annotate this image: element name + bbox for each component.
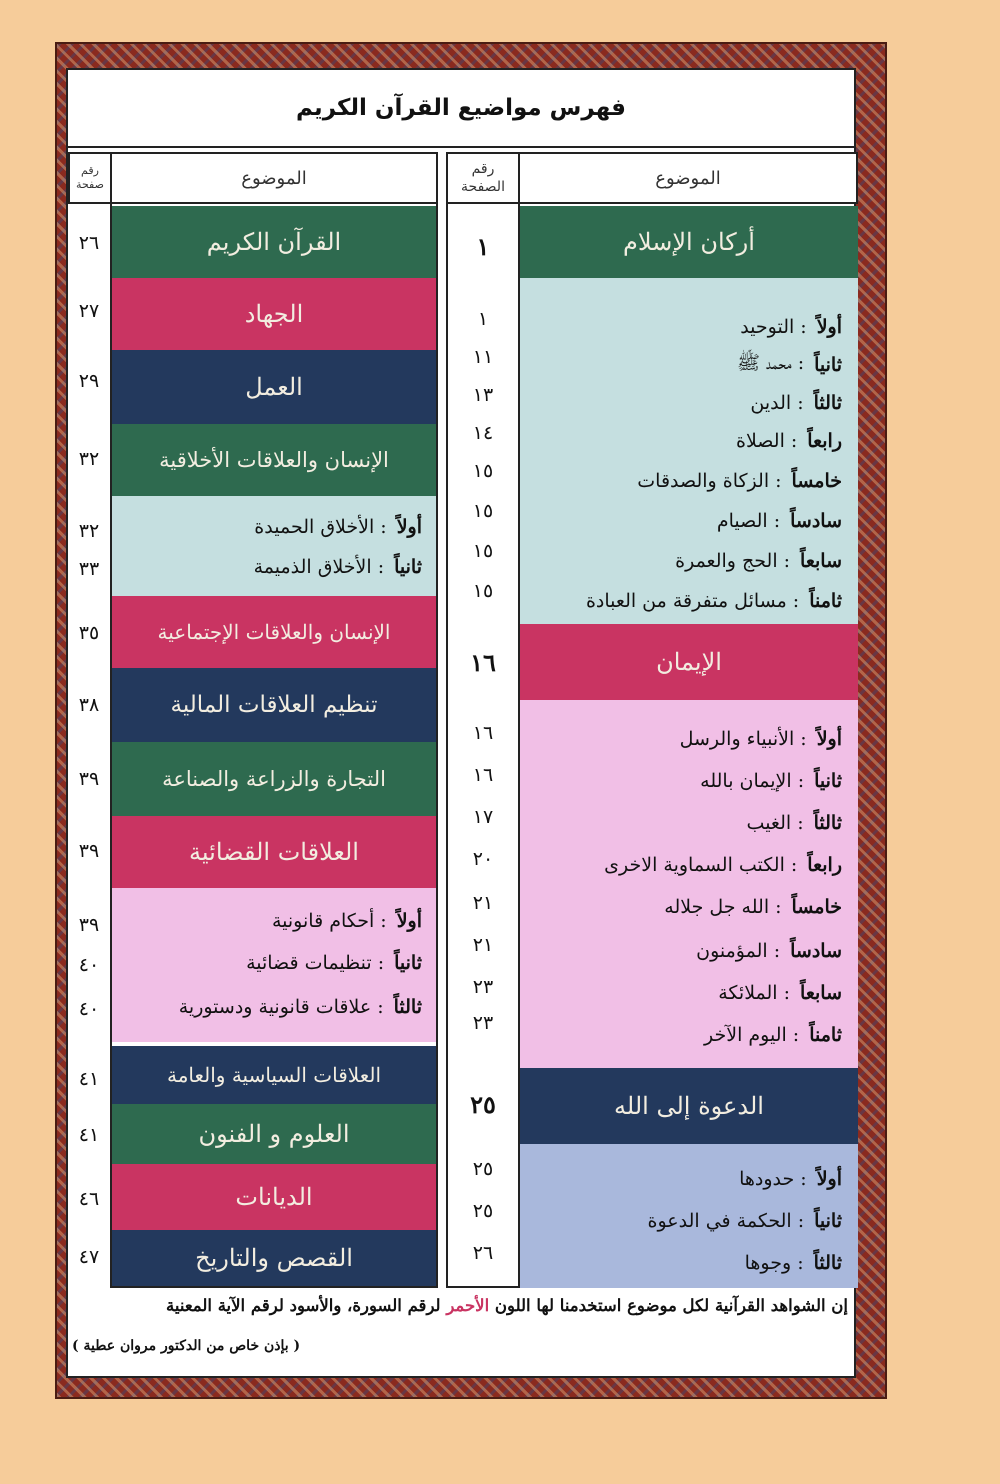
pillars-item-3: [750, 384, 842, 422]
page-judicial-1: ٣٩: [78, 914, 100, 936]
page-title: فهرس مواضيع القرآن الكريم: [68, 70, 854, 148]
section-finance: تنظيم العلاقات المالية: [112, 668, 436, 742]
item-text: : الإيمان بالله: [700, 770, 805, 792]
page-pillars-1: ١: [477, 308, 489, 330]
judicial-list: [112, 888, 436, 1042]
item-ordinal: خامساً: [791, 896, 842, 918]
section-social: الإنسان والعلاقات الإجتماعية: [112, 596, 436, 668]
section-dawah: الدعوة إلى الله: [520, 1068, 858, 1144]
item-ordinal: رابعاً: [807, 430, 842, 452]
item-ordinal: رابعاً: [807, 854, 842, 876]
item-ordinal: ثانياً: [394, 556, 422, 578]
item-text: : المؤمنون: [696, 940, 781, 962]
item-text: : أحكام قانونية: [271, 910, 387, 932]
section-stories: القصص والتاريخ: [112, 1230, 436, 1286]
item-ordinal: ثانياً: [394, 952, 422, 974]
header-page-left: [68, 152, 112, 204]
page-judicial: ٣٩: [78, 840, 100, 862]
page-work: ٢٩: [78, 370, 100, 392]
faith-item-8: [704, 1016, 842, 1054]
judicial-item-3: [179, 988, 422, 1026]
footer-note-part2: لرقم السورة، والأسود لرقم الآية المعنية: [166, 1296, 441, 1315]
faith-item-6: [696, 932, 842, 970]
item-text: : اليوم الآخر: [704, 1024, 800, 1046]
item-text: : الملائكة: [718, 982, 791, 1004]
item-text: : الدين: [750, 392, 804, 414]
item-ordinal: سادساً: [790, 940, 842, 962]
faith-item-7: [718, 974, 842, 1012]
footer-note: [166, 1296, 848, 1315]
judicial-item-2: [246, 944, 422, 982]
faith-item-2: [700, 762, 842, 800]
item-text: : الغيب: [746, 812, 804, 834]
page-faith-8: ٢٣: [472, 1012, 494, 1034]
section-faith: الإيمان: [520, 624, 858, 700]
header-page-left-line1: رقم: [81, 164, 99, 177]
item-ordinal: سادساً: [790, 510, 842, 532]
section-pillars-of-islam: أركان الإسلام: [520, 206, 858, 278]
item-ordinal: خامساً: [791, 470, 842, 492]
item-ordinal: ثالثاً: [813, 812, 842, 834]
item-ordinal: أولاً: [396, 910, 422, 932]
ethics-item-1: [254, 508, 422, 546]
header-topic-left: الموضوع: [110, 152, 438, 204]
item-text: : الحكمة في الدعوة: [647, 1210, 805, 1232]
judicial-item-1: [272, 902, 422, 940]
page-pillars-2: ١١: [472, 346, 494, 368]
item-text: : علاقات قانونية ودستورية: [178, 996, 384, 1018]
page-pillars-8: ١٥: [472, 580, 494, 602]
header-page-right: [446, 152, 520, 204]
page-pillars-6: ١٥: [472, 500, 494, 522]
item-text: : الأخلاق الذميمة: [253, 556, 385, 578]
item-ordinal: ثالثاً: [393, 996, 422, 1018]
header-page-left-line2: صفحة: [76, 178, 104, 191]
page-faith-2: ١٦: [472, 764, 494, 786]
page-trade: ٣٩: [78, 768, 100, 790]
item-ordinal: ثانياً: [814, 770, 842, 792]
item-ordinal: أولاً: [816, 316, 842, 338]
index-page: [66, 68, 856, 1378]
item-text: : الزكاة والصدقات: [637, 470, 782, 492]
item-ordinal: أولاً: [816, 1168, 842, 1190]
faith-item-3: [747, 804, 842, 842]
pillars-list: [520, 278, 858, 624]
item-ordinal: ثالثاً: [813, 1252, 842, 1274]
pillars-item-5: [637, 462, 842, 500]
header-page-right-line1: رقم: [471, 161, 495, 177]
section-sciences: العلوم و الفنون: [112, 1104, 436, 1164]
page-pillars-3: ١٣: [472, 384, 494, 406]
page-faith-6: ٢١: [472, 934, 494, 956]
page-stories: ٤٧: [78, 1246, 100, 1268]
item-ordinal: ثالثاً: [813, 392, 842, 414]
item-ordinal: أولاً: [816, 728, 842, 750]
pillars-item-8: [586, 582, 842, 620]
item-text: : وجوها: [744, 1252, 804, 1274]
section-religions: الديانات: [112, 1164, 436, 1230]
pillars-item-2: [737, 346, 842, 384]
page-dawah-2: ٢٥: [472, 1200, 494, 1222]
page-dawah-3: ٢٦: [472, 1242, 494, 1264]
page-quran: ٢٦: [78, 232, 100, 254]
item-ordinal: سابعاً: [800, 982, 842, 1004]
item-ordinal: سابعاً: [800, 550, 842, 572]
pillars-item-1: [740, 308, 842, 346]
section-ethics: الإنسان والعلاقات الأخلاقية: [112, 424, 436, 496]
faith-item-5: [664, 888, 842, 926]
section-judicial: العلاقات القضائية: [112, 816, 436, 888]
item-text: : الأنبياء والرسل: [679, 728, 807, 750]
item-ordinal: ثامناً: [809, 590, 842, 612]
footer-note-red-word: الأحمر: [446, 1296, 490, 1315]
item-text: : محمد ﷺ: [736, 352, 805, 374]
page-faith-5: ٢١: [472, 892, 494, 914]
page-faith-1: ١٦: [472, 722, 494, 744]
item-ordinal: ثانياً: [814, 1210, 842, 1232]
section-work: العمل: [112, 350, 436, 424]
item-text: : الأخلاق الحميدة: [254, 516, 387, 538]
page-pillars: ١: [476, 232, 490, 261]
item-text: : الصيام: [716, 510, 781, 532]
page-social: ٣٥: [78, 622, 100, 644]
header-page-right-line2: الصفحة: [461, 179, 505, 195]
item-text: : الصلاة: [736, 430, 798, 452]
item-text: : التوحيد: [740, 316, 807, 338]
faith-item-4: [604, 846, 842, 884]
section-politics: العلاقات السياسية والعامة: [112, 1046, 436, 1104]
dawah-item-1: [739, 1160, 842, 1198]
faith-item-1: [680, 720, 842, 758]
page-ethics-1: ٣٢: [78, 520, 100, 542]
page-faith: ١٦: [470, 648, 496, 677]
item-text: : حدودها: [739, 1168, 807, 1190]
page-judicial-2: ٤٠: [78, 954, 100, 976]
page-ethics: ٣٢: [78, 448, 100, 470]
page-faith-3: ١٧: [472, 806, 494, 828]
item-text: : مسائل متفرقة من العبادة: [585, 590, 800, 612]
item-text: : الله جل جلاله: [664, 896, 782, 918]
page-number-column-right: [446, 204, 520, 1288]
item-ordinal: أولاً: [396, 516, 422, 538]
item-ordinal: ثامناً: [809, 1024, 842, 1046]
item-text: : الكتب السماوية الاخرى: [604, 854, 798, 876]
page-religions: ٤٦: [78, 1188, 100, 1210]
page-politics: ٤١: [78, 1068, 100, 1090]
page-number-column-left: [68, 204, 112, 1288]
page-pillars-4: ١٤: [472, 422, 494, 444]
page-pillars-5: ١٥: [472, 460, 494, 482]
section-quran: القرآن الكريم: [112, 206, 436, 278]
page-pillars-7: ١٥: [472, 540, 494, 562]
ethics-item-2: [254, 548, 422, 586]
pillars-item-7: [675, 542, 842, 580]
section-jihad: الجهاد: [112, 278, 436, 350]
page-faith-4: ٢٠: [472, 848, 494, 870]
footer-credit: ( بإذن خاص من الدكتور مروان عطية ): [72, 1338, 301, 1354]
page-dawah-1: ٢٥: [472, 1158, 494, 1180]
ethics-list: [112, 496, 436, 596]
page-dawah: ٢٥: [470, 1090, 496, 1119]
pillars-item-6: [717, 502, 842, 540]
header-topic-right: الموضوع: [518, 152, 858, 204]
section-trade: التجارة والزراعة والصناعة: [112, 742, 436, 816]
item-text: : الحج والعمرة: [675, 550, 791, 572]
item-ordinal: ثانياً: [814, 354, 842, 376]
page-faith-7: ٢٣: [472, 976, 494, 998]
page-finance: ٣٨: [78, 694, 100, 716]
dawah-item-3: [745, 1244, 842, 1282]
pillars-item-4: [736, 422, 842, 460]
dawah-list: [520, 1144, 858, 1288]
dawah-item-2: [648, 1202, 842, 1240]
footer-note-part1: إن الشواهد القرآنية لكل موضوع استخدمنا لها اللون: [494, 1296, 848, 1315]
faith-list: [520, 700, 858, 1068]
page-sciences: ٤١: [78, 1124, 100, 1146]
page-jihad: ٢٧: [78, 300, 100, 322]
item-text: : تنظيمات قضائية: [246, 952, 385, 974]
page-ethics-2: ٣٣: [78, 558, 100, 580]
page-judicial-3: ٤٠: [78, 998, 100, 1020]
